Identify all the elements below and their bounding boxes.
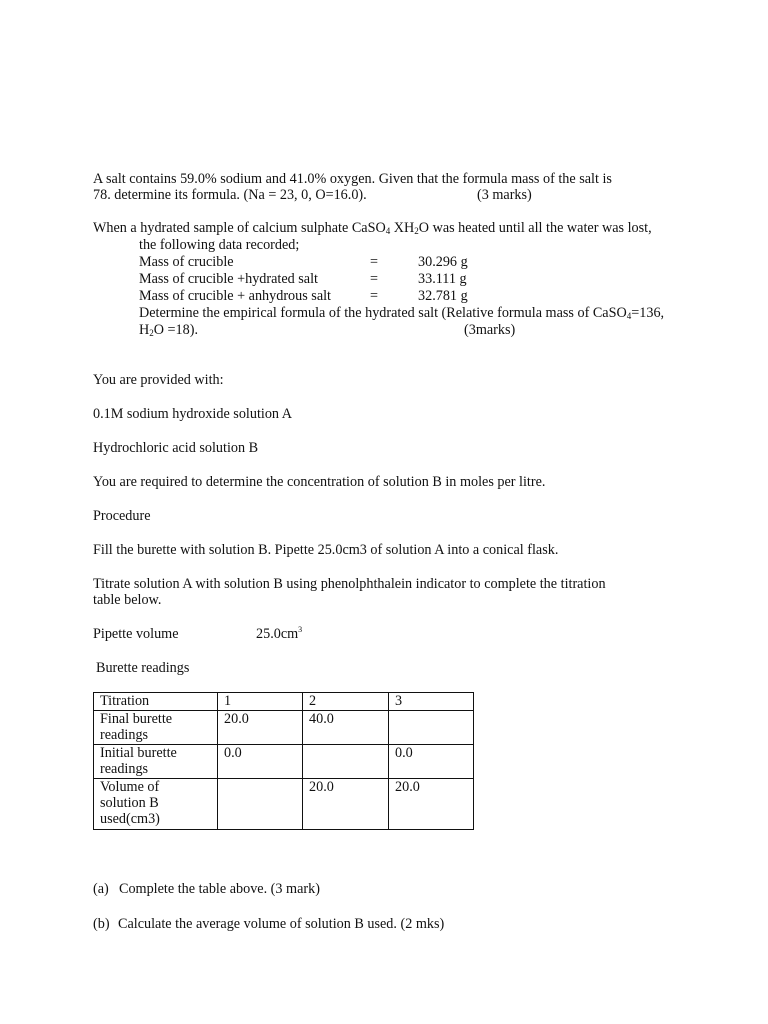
- table-cell: 0.0: [218, 745, 303, 779]
- q2-marks: (3marks): [464, 322, 516, 338]
- data-row-label: Mass of crucible +hydrated salt: [139, 271, 318, 287]
- table-row: [94, 779, 474, 830]
- data-row-hydrated: [139, 271, 559, 287]
- required-text: You are required to determine the concentration of solution B in moles per litre.: [93, 474, 546, 490]
- pipette-volume-value: [256, 626, 302, 642]
- q2-line1-sub2: 2: [414, 226, 419, 236]
- table-cell: 0.0: [389, 745, 474, 779]
- data-row-crucible: [139, 254, 559, 270]
- pipette-volume-label: Pipette volume: [93, 626, 179, 642]
- q2-line-7: [139, 322, 516, 338]
- q2-line1-post: O was heated until all the water was lost,: [418, 220, 652, 236]
- q1-marks: (3 marks): [477, 187, 532, 203]
- data-row-value: 30.296 g: [418, 254, 468, 270]
- data-row-label: Mass of crucible + anhydrous salt: [139, 288, 332, 304]
- q2-line6-pre: Determine the empirical formula of the hydrated salt (Relative formula mass of CaSO: [139, 305, 627, 321]
- data-row-value: 32.781 g: [418, 288, 468, 304]
- equals-sign: =: [370, 271, 379, 287]
- table-cell: 20.0: [389, 779, 474, 830]
- q1-line-1: A salt contains 59.0% sodium and 41.0% oxygen. Given that the formula mass of the salt is: [93, 171, 612, 187]
- q2-line7-sub: 2: [149, 328, 154, 338]
- q1-line-2: [93, 187, 532, 203]
- solution-a-text: 0.1M sodium hydroxide solution A: [93, 406, 293, 422]
- q2-line-1: [93, 220, 652, 236]
- table-header-cell: 3: [389, 693, 474, 711]
- data-row-label: Mass of crucible: [139, 254, 234, 270]
- data-row-value: 33.111 g: [418, 271, 467, 287]
- table-row: [94, 711, 474, 745]
- titrate-text-1: Titrate solution A with solution B using phenolphthalein indicator to complete the titration: [93, 576, 606, 592]
- pipette-value-text: 25.0cm: [256, 626, 299, 642]
- table-cell: [303, 745, 389, 779]
- equals-sign: =: [370, 288, 379, 304]
- q2-line-2: the following data recorded;: [139, 237, 300, 253]
- row-label-line: solution B: [100, 795, 159, 811]
- q2-line1-mid: XH: [390, 220, 415, 236]
- table-header-row: [94, 693, 474, 711]
- row-label: [94, 779, 218, 830]
- question-b: [93, 916, 445, 932]
- question-a: [93, 881, 320, 897]
- burette-readings-heading: Burette readings: [96, 660, 190, 676]
- pipette-value-sup: 3: [298, 625, 303, 634]
- fill-burette-text: Fill the burette with solution B. Pipette 25.0cm3 of solution A into a conical flask.: [93, 542, 559, 558]
- row-label-line: Volume of: [100, 779, 160, 795]
- titrate-text-2: table below.: [93, 592, 162, 608]
- row-label: [94, 745, 218, 779]
- q2-line-6: [139, 305, 664, 321]
- solution-b-text: Hydrochloric acid solution B: [93, 440, 259, 456]
- row-label-line: used(cm3): [100, 811, 160, 827]
- table-header-cell: 2: [303, 693, 389, 711]
- pipette-volume-line: [93, 626, 393, 642]
- row-label-line: readings: [100, 761, 149, 777]
- equals-sign: =: [370, 254, 379, 270]
- question-b-label: (b): [93, 916, 110, 932]
- q2-line7-post: O =18).: [153, 322, 199, 338]
- table-cell: 20.0: [218, 711, 303, 745]
- titration-table: [93, 692, 474, 830]
- row-label-line: readings: [100, 727, 149, 743]
- table-header-cell: 1: [218, 693, 303, 711]
- table-row: [94, 745, 474, 779]
- provided-text: You are provided with:: [93, 372, 224, 388]
- table-cell: [389, 711, 474, 745]
- data-row-anhydrous: [139, 288, 559, 304]
- table-cell: [218, 779, 303, 830]
- table-cell: 40.0: [303, 711, 389, 745]
- q2-line6-post: =136,: [631, 305, 665, 321]
- q2-line6-sub: 4: [626, 311, 632, 321]
- q2-line7-pre: H: [139, 322, 150, 338]
- q1-text: 78. determine its formula. (Na = 23, 0, O=16.0).: [93, 187, 367, 203]
- row-label-line: Final burette: [100, 711, 173, 727]
- question-b-text: Calculate the average volume of solution B used. (2 mks): [118, 916, 445, 932]
- table-cell: 20.0: [303, 779, 389, 830]
- procedure-heading: Procedure: [93, 508, 151, 524]
- q2-line1-sub: 4: [385, 226, 391, 236]
- row-label: [94, 711, 218, 745]
- question-a-label: (a): [93, 881, 109, 897]
- q2-line1-pre: When a hydrated sample of calcium sulphate CaSO: [93, 220, 386, 236]
- row-label-line: Initial burette: [100, 745, 177, 761]
- table-header-cell: Titration: [94, 693, 218, 711]
- question-a-text: Complete the table above. (3 mark): [119, 881, 320, 897]
